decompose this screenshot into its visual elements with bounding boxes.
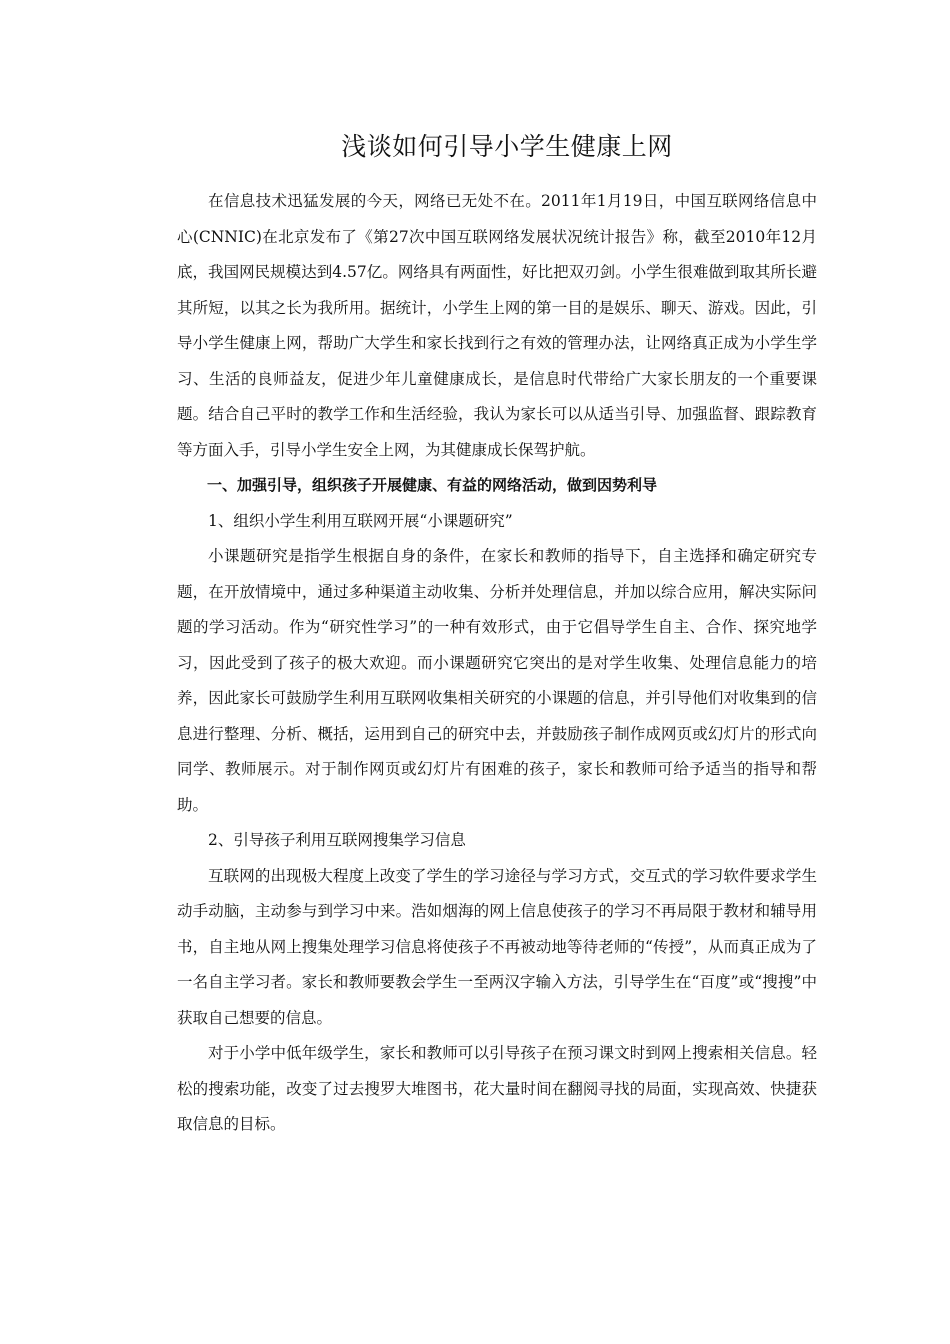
subsection-heading-1: 1、组织小学生利用互联网开展“小课题研究” [208, 511, 513, 530]
document-title: 浅谈如何引导小学生健康上网 [341, 132, 673, 161]
section-heading: 一、加强引导，组织孩子开展健康、有益的网络活动，做到因势利导 [207, 476, 658, 494]
subsection-2-paragraph-1: 互联网的出现极大程度上改变了学生的学习途径与学习方式，交互式的学习软件要求学生动手动脑，主动参与到学习中来。浩如烟海的网上信息使孩子的学习不再局限于教材和辅导用书，自主地从网上搜集处理学习信息将使孩子不再被动地等待老师的“传授”，从而真正成为了一名自主学习者。家长和教师要教会学生一至两汉字输入方法，引导学生在“百度”或“搜搜”中获取自己想要的信息。 [177, 866, 817, 1027]
subsection-2-paragraph-2: 对于小学中低年级学生，家长和教师可以引导孩子在预习课文时到网上搜索相关信息。轻松的搜索功能，改变了过去搜罗大堆图书，花大量时间在翻阅寻找的局面，实现高效、快捷获取信息的目标。 [177, 1044, 817, 1133]
subsection-1-paragraph: 小课题研究是指学生根据自身的条件，在家长和教师的指导下，自主选择和确定研究专题，在开放情境中，通过多种渠道主动收集、分析并处理信息，并加以综合应用，解决实际问题的学习活动。作为“研究性学习”的一种有效形式，由于它倡导学生自主、合作、探究地学习，因此受到了孩子的极大欢迎。而小课题研究它突出的是对学生收集、处理信息能力的培养，因此家长可鼓励学生利用互联网收集相关研究的小课题的信息，并引导他们对收集到的信息进行整理、分析、概括，运用到自己的研究中去，并鼓励孩子制作成网页或幻灯片的形式向同学、教师展示。对于制作网页或幻灯片有困难的孩子，家长和教师可给予适当的指导和帮助。 [177, 547, 817, 814]
intro-paragraph: 在信息技术迅猛发展的今天，网络已无处不在。2011年1月19日，中国互联网络信息中心(CNNIC)在北京发布了《第27次中国互联网络发展状况统计报告》称，截至2010年12月底，我国网民规模达到4.57亿。网络具有两面性，好比把双刃剑。小学生很难做到取其所长避其所短，以其之长为我所用。据统计，小学生上网的第一目的是娱乐、聊天、游戏。因此，引导小学生健康上网，帮助广大学生和家长找到行之有效的管理办法，让网络真正成为小学生学习、生活的良师益友，促进少年儿童健康成长，是信息时代带给广大家长朋友的一个重要课题。结合自己平时的教学工作和生活经验，我认为家长可以从适当引导、加强监督、跟踪教育等方面入手，引导小学生安全上网，为其健康成长保驾护航。 [177, 192, 817, 459]
document-body [177, 128, 817, 1143]
subsection-heading-2: 2、引导孩子利用互联网搜集学习信息 [208, 831, 466, 849]
